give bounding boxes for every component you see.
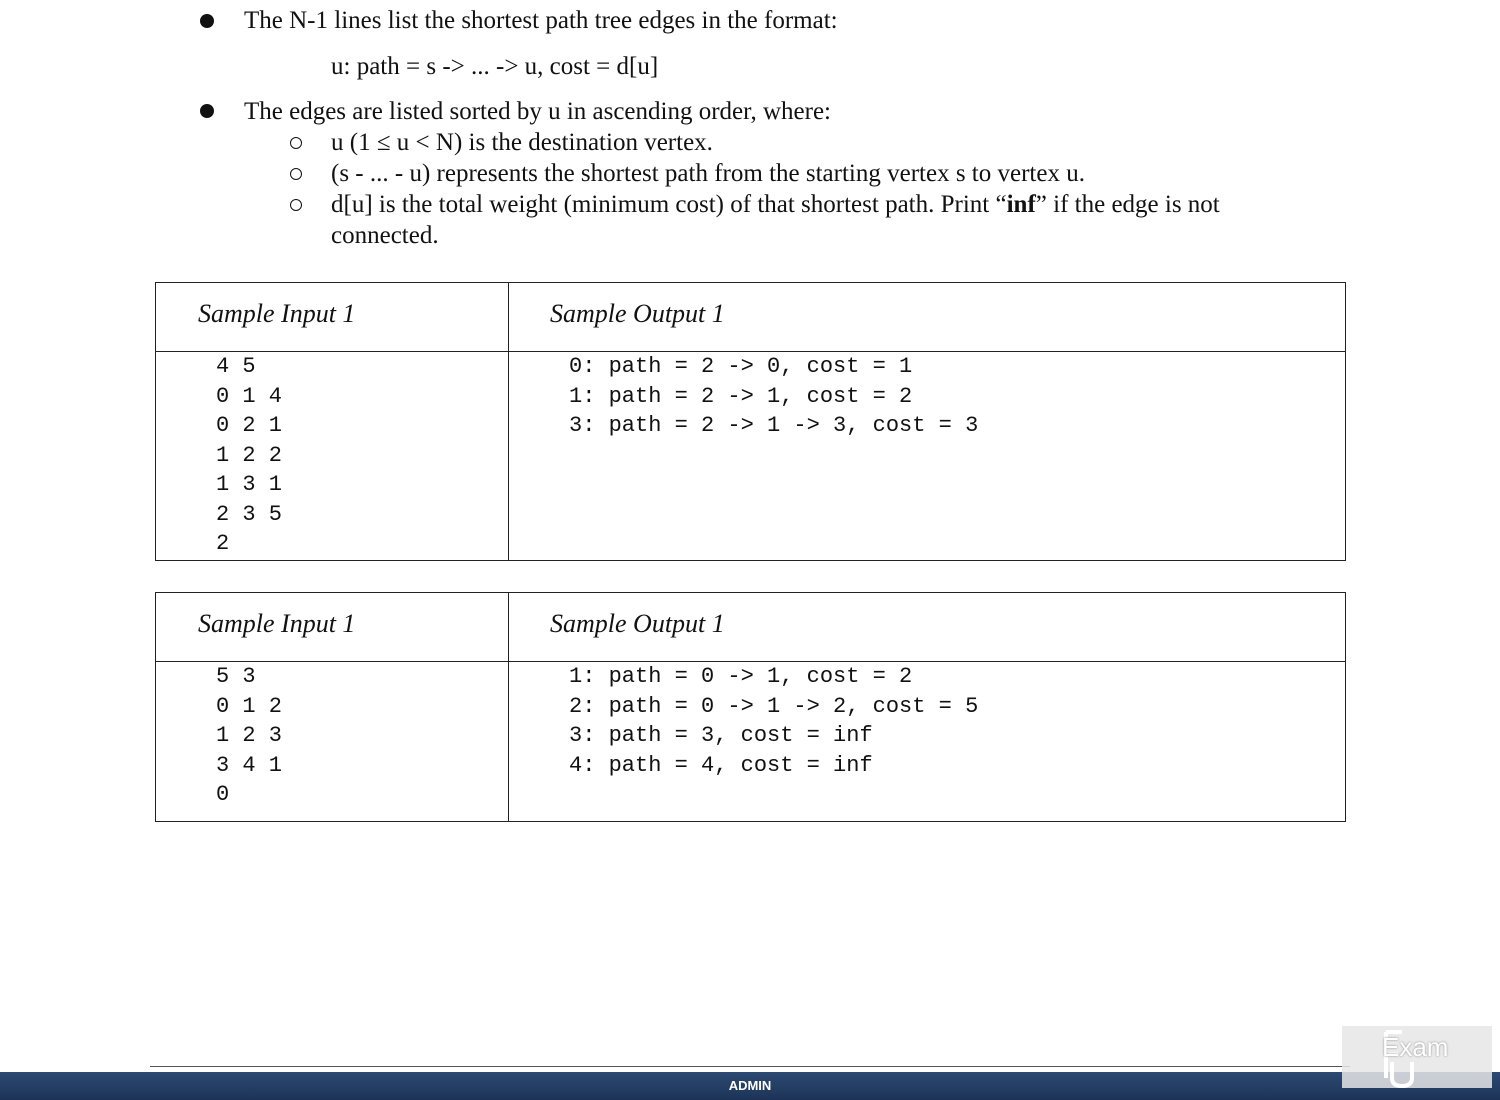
- sub-item-path: (s - ... - u) represents the shortest path from the starting vertex s to vertex u.: [331, 160, 1085, 187]
- sub-item-cost-post: ” if the edge is not: [1035, 191, 1220, 218]
- bullet-dot-icon: [200, 104, 214, 118]
- footer-rule: [150, 1066, 1350, 1067]
- sub-item-cost-pre: d[u] is the total weight (minimum cost) of that shortest path. Print “: [331, 191, 1007, 218]
- sample-input-header: Sample Input 1: [198, 609, 356, 638]
- sub-bullet-circle-icon: [290, 137, 302, 149]
- sample-input-code: 4 5 0 1 4 0 2 1 1 2 2 1 3 1 2 3 5 2: [216, 354, 283, 556]
- bullet-sorted-text: The edges are listed sorted by u in ascending order, where:: [244, 98, 831, 125]
- footer-admin-label: ADMIN: [728, 1078, 772, 1093]
- sample-table-1: [155, 282, 1346, 561]
- format-line: u: path = s -> ... -> u, cost = d[u]: [331, 53, 659, 80]
- sample-output-code: 1: path = 0 -> 1, cost = 2 2: path = 0 -> 1 -> 2, cost = 5 3: path = 3, cost = inf 4: path = 4, cost = inf: [569, 664, 979, 778]
- sub-bullet-circle-icon: [290, 168, 302, 180]
- column-divider: [508, 593, 509, 821]
- sub-item-cost: [331, 190, 1220, 220]
- bullet-format-text: The N-1 lines list the shortest path tree edges in the format:: [244, 7, 838, 34]
- exam-logo: [1342, 1026, 1492, 1088]
- bullet-dot-icon: [200, 14, 214, 28]
- sub-bullet-circle-icon: [290, 199, 302, 211]
- footer-bar: [0, 1072, 1500, 1100]
- inf-keyword: inf: [1006, 191, 1036, 218]
- sample-input-header: Sample Input 1: [198, 299, 356, 328]
- sample-output-header: Sample Output 1: [550, 609, 725, 638]
- sub-item-cost-continuation: connected.: [331, 222, 439, 249]
- sub-item-destination: u (1 ≤ u < N) is the destination vertex.: [331, 129, 713, 156]
- sample-input-code: 5 3 0 1 2 1 2 3 3 4 1 0: [216, 664, 283, 807]
- sample-output-code: 0: path = 2 -> 0, cost = 1 1: path = 2 -> 1, cost = 2 3: path = 2 -> 1 -> 3, cost = 3: [569, 354, 979, 438]
- logo-text: Exam: [1382, 1032, 1449, 1062]
- column-divider: [508, 283, 509, 560]
- sample-output-header: Sample Output 1: [550, 299, 725, 328]
- sample-table-2: [155, 592, 1346, 822]
